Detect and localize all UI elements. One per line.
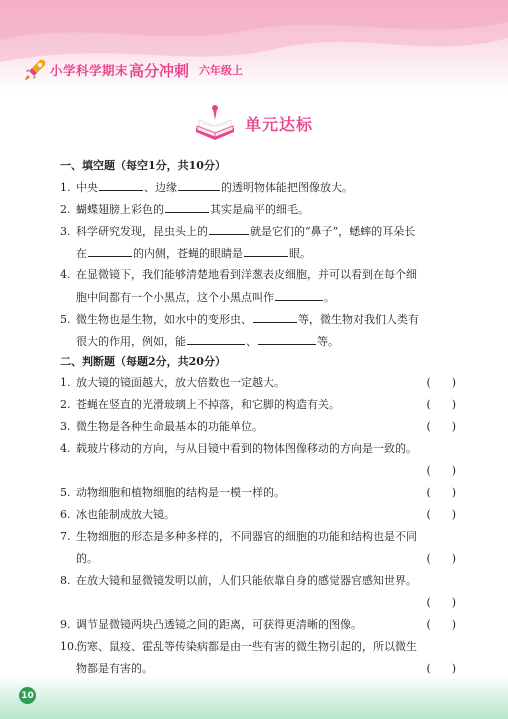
question-number: 8. [60,574,71,587]
answer-parenthesis[interactable]: ( ) [426,398,456,411]
worksheet [60,156,460,680]
question-text: 等。 [317,335,339,348]
question-text: 生物细胞的形态是多种多样的，不同器官的细胞的功能和结构也是不同 [76,530,417,543]
question-tf-5 [60,482,460,504]
question-text: 载玻片移动的方向，与从目镜中看到的物体图像移动的方向是一致的。 [76,442,417,455]
question-text: 在放大镜和显微镜发明以前，人们只能依靠自身的感觉器官感知世界。 [76,574,417,587]
question-tf-10 [60,636,460,680]
answer-parenthesis[interactable]: ( ) [426,662,456,675]
question-number: 1. [60,181,71,194]
question-text: 很大的作用，例如，能 [76,335,186,348]
question-tf-4 [60,438,460,482]
question-text: 在显微镜下，我们能够清楚地看到洋葱表皮细胞，并可以看到在每个细 [76,268,417,281]
question-text: 等，微生物对我们人类有 [298,313,419,326]
question-tf-9 [60,614,460,636]
question-text: 就是它们的“鼻子”，蟋蟀的耳朵长 [250,225,416,238]
footer-background [0,676,508,719]
question-text: 的透明物体能把图像放大。 [221,181,353,194]
unit-heading [193,103,343,143]
question-text: 眼。 [289,247,311,260]
section-true-false-title: 二、判断题（每题2分，共20分） [60,355,226,368]
question-fill-4 [60,264,460,308]
question-number: 5. [60,486,71,499]
question-text: 伤寒、鼠疫、霍乱等传染病都是由一些有害的微生物引起的，所以微生 [76,640,417,653]
question-number: 1. [60,376,71,389]
answer-blank[interactable] [275,286,323,301]
book-icon [193,104,237,142]
question-text: 蝴蝶翅膀上彩色的 [76,203,164,216]
answer-blank[interactable] [165,198,209,213]
answer-parenthesis[interactable]: ( ) [426,376,456,389]
question-text: 。 [324,291,335,304]
question-text: 苍蝇在竖直的光滑玻璃上不掉落，和它脚的构造有关。 [76,398,340,411]
series-title: 小学科学期末 [50,63,129,78]
question-fill-1 [60,176,460,198]
answer-blank[interactable] [178,176,220,191]
grade-label: 六年级上 [199,64,244,77]
question-tf-1 [60,372,460,394]
question-text: 胞中间都有一个小黑点，这个小黑点叫作 [76,291,274,304]
unit-title: 单元达标 [245,114,314,134]
question-number: 4. [60,268,71,281]
question-number: 9. [60,618,71,631]
header-wave [0,0,508,100]
question-text: 在 [76,247,87,260]
question-tf-3 [60,416,460,438]
question-tf-2 [60,394,460,416]
question-tf-7 [60,526,460,570]
answer-parenthesis[interactable]: ( ) [426,596,456,609]
question-fill-2 [60,198,460,220]
answer-parenthesis[interactable]: ( ) [426,464,456,477]
answer-parenthesis[interactable]: ( ) [426,420,456,433]
question-number: 7. [60,530,71,543]
answer-blank[interactable] [209,220,249,235]
question-text: 放大镜的镜面越大，放大倍数也一定越大。 [76,376,285,389]
answer-blank[interactable] [187,330,245,345]
question-text: 物都是有害的。 [76,662,153,675]
series-highlight: 高分冲刺 [129,61,190,80]
question-tf-6 [60,504,460,526]
answer-blank[interactable] [99,176,143,191]
rocket-icon [22,57,48,83]
question-number: 6. [60,508,71,521]
question-fill-3 [60,220,460,264]
question-fill-5 [60,308,460,352]
question-number: 5. [60,313,71,326]
question-text: 、 [246,335,257,348]
question-number: 3. [60,225,71,238]
question-text: 的内侧，苍蝇的眼睛是 [133,247,243,260]
question-text: 微生物也是生物，如水中的变形虫、 [76,313,252,326]
question-number: 4. [60,442,71,455]
question-text: 的。 [76,552,98,565]
answer-parenthesis[interactable]: ( ) [426,486,456,499]
answer-blank[interactable] [253,308,297,323]
answer-parenthesis[interactable]: ( ) [426,552,456,565]
question-number: 10. [60,640,78,653]
question-number: 3. [60,420,71,433]
question-number: 2. [60,398,71,411]
answer-parenthesis[interactable]: ( ) [426,618,456,631]
question-number: 2. [60,203,71,216]
question-text: 调节显微镜两块凸透镜之间的距离，可获得更清晰的图像。 [76,618,362,631]
series-header [22,56,243,84]
question-tf-8 [60,570,460,614]
answer-blank[interactable] [244,242,288,257]
answer-blank[interactable] [88,242,132,257]
answer-blank[interactable] [258,330,316,345]
answer-parenthesis[interactable]: ( ) [426,508,456,521]
question-text: 中央 [76,181,98,194]
page-number-badge: 10 [19,687,36,704]
question-text: 科学研究发现，昆虫头上的 [76,225,208,238]
question-text: 其实是扁平的细毛。 [210,203,309,216]
question-text: 、边缘 [144,181,177,194]
question-text: 冰也能制成放大镜。 [76,508,175,521]
question-text: 微生物是各种生命最基本的功能单位。 [76,420,263,433]
section-fill-blank-title: 一、填空题（每空1分，共10分） [60,159,226,172]
question-text: 动物细胞和植物细胞的结构是一模一样的。 [76,486,285,499]
